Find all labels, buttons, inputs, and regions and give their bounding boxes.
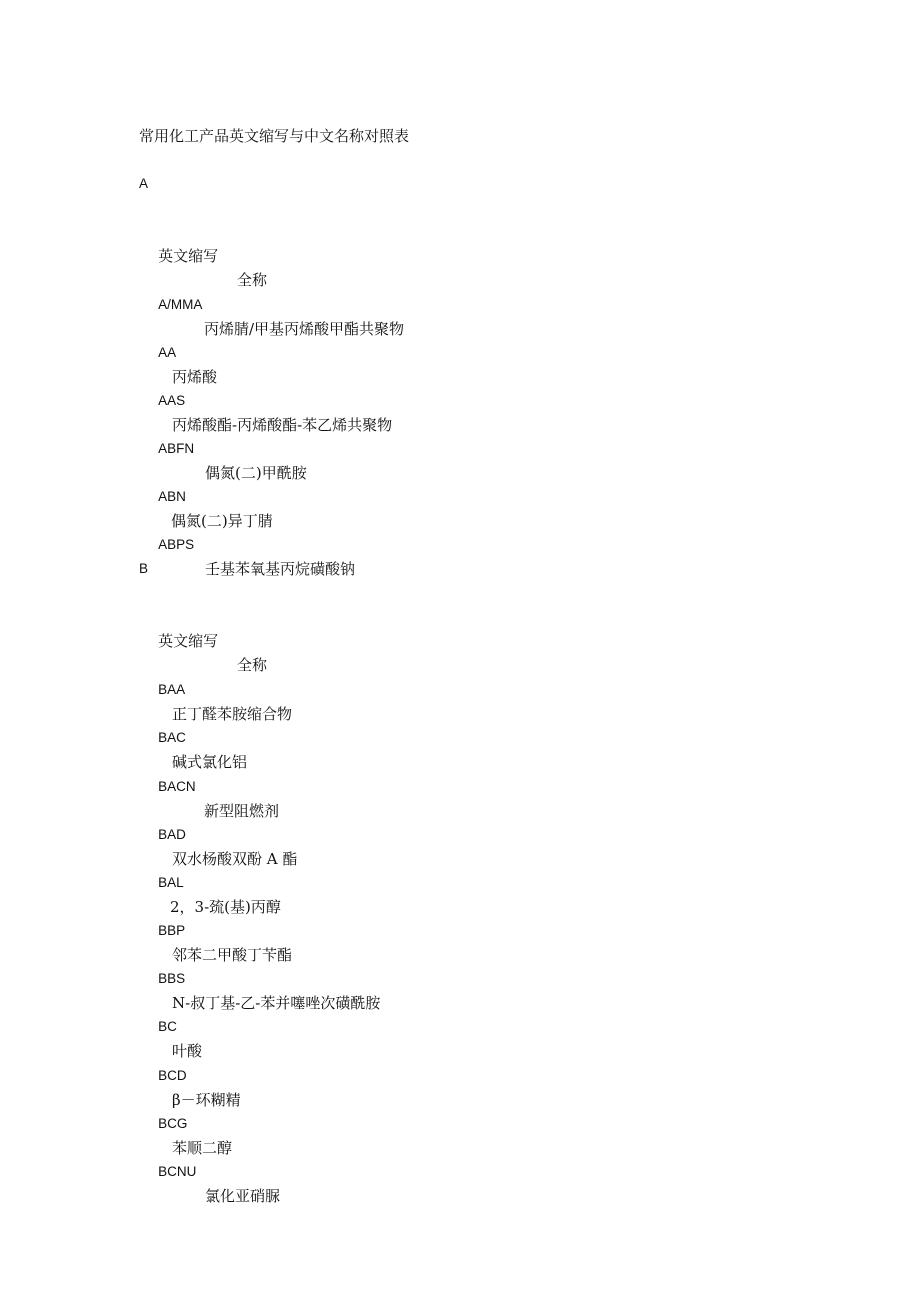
entry-abbr: BAL [158, 875, 184, 890]
entry-name: N-叔丁基-乙-苯并噻唑次磺酰胺 [172, 994, 381, 1012]
list-item [139, 364, 393, 434]
column-header-abbr: 英文缩写 [158, 247, 219, 265]
entry-name: 偶氮(二)甲酰胺 [205, 464, 307, 482]
entry-abbr: A/MMA [158, 297, 203, 312]
column-header-name: 全称 [237, 271, 268, 289]
list-item [139, 316, 218, 386]
entry-name: 氯化亚硝脲 [205, 1187, 281, 1205]
document-title: 常用化工产品英文缩写与中文名称对照表 [139, 127, 410, 145]
list-item [139, 990, 203, 1060]
entry-abbr: ABPS [158, 537, 195, 552]
entry-abbr: BBP [158, 923, 186, 938]
entry-abbr: AAS [158, 393, 186, 408]
entry-abbr: BAC [158, 730, 186, 745]
column-header-row-b [139, 605, 268, 674]
entry-abbr: BCNU [158, 1164, 197, 1179]
column-header-row-a [139, 220, 268, 289]
entry-name: 双水杨酸双酚 A 酯 [172, 850, 298, 868]
column-header-name: 全称 [237, 656, 268, 674]
entry-abbr: BCD [158, 1068, 187, 1083]
section-letter-b: B [139, 561, 149, 576]
entry-name: 丙烯酸 [172, 368, 218, 386]
entry-name: 丙烯腈/甲基丙烯酸甲酯共聚物 [204, 320, 405, 338]
entry-name: 正丁醛苯胺缩合物 [172, 705, 293, 723]
entry-name: 碱式氯化铝 [172, 753, 248, 771]
section-letter-a: A [139, 176, 149, 191]
entry-name: 邻苯二甲酸丁苄酯 [172, 946, 293, 964]
entry-abbr: BC [158, 1019, 177, 1034]
entry-name: β－环糊精 [172, 1091, 241, 1109]
entry-name: 壬基苯氧基丙烷磺酸钠 [205, 560, 356, 578]
entry-name: 丙烯酸酯-丙烯酸酯-苯乙烯共聚物 [172, 416, 393, 434]
entry-name: 叶酸 [172, 1042, 203, 1060]
entry-abbr: BBS [158, 971, 186, 986]
entry-abbr: ABN [158, 489, 186, 504]
entry-abbr: ABFN [158, 441, 195, 456]
entry-abbr: BCG [158, 1116, 188, 1131]
entry-name: 偶氮(二)异丁腈 [171, 512, 273, 530]
entry-abbr: BAD [158, 827, 186, 842]
entry-abbr: BAA [158, 682, 186, 697]
entry-abbr: BACN [158, 779, 196, 794]
entry-name: 苯顺二醇 [172, 1139, 233, 1157]
column-header-abbr: 英文缩写 [158, 632, 219, 650]
entry-abbr: AA [158, 345, 177, 360]
entry-name: 2，3-巯(基)丙醇 [170, 898, 281, 916]
entry-name: 新型阻燃剂 [204, 802, 280, 820]
